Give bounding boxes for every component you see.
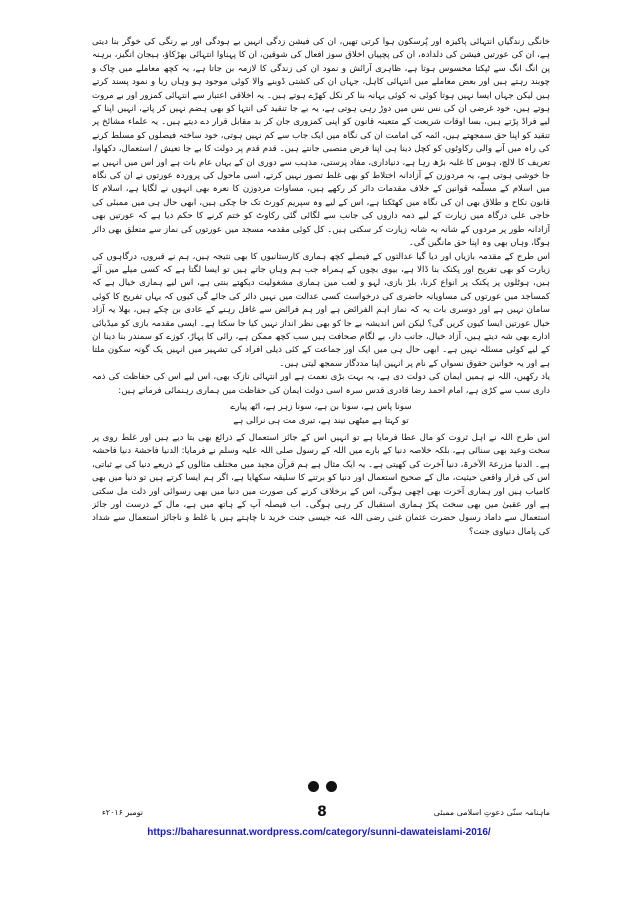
section-end-marker <box>305 781 339 795</box>
page-number: 8 <box>317 804 327 820</box>
article-paragraph: اس طرح کے مقدمہ بازیاں اور دیا گیا عدالتوں کے فیصلے کچھ ہماری کارستانیوں کا بھی نتیجہ ہیں، ہم نے قبروں، درگاہوں کی زیارت کو بھی تفریح اور پکنک بنا ڈالا ہے، بیوی بچوں کے ہمراہ جب ہم وہاں جاتے ہیں تو ایسا لگتا ہے کہ کسی میلے میں آئے ہیں، ہوٹلوں پر پکنک پر انواع کرنا، بلڑ بازی، لہو و لعب میں ہماری مشغولیت دیکھتے بنتی ہے، اس لیے ہماری خیال ہے کہ کمساجد میں عورتوں کی مساویانہ حاضری کی درخواست کسی عدالت میں نہیں دائر کی جائے گی کیوں کہ یہاں تفریح کا کوئی سامان نہیں ہے اور دوسری بات یہ کہ نماز اہم الفرائض ہے اور ہم فرائض سے غافل رہنے کے عادی بن چکے ہیں، بھلا یہ آزاد خیال عورتیں ایسا کیوں کریں گی؟ لیکن اس اندیشہ بے جا کو بھی نظر انداز نہیں کیا جا سکتا ہے۔ ایسی مقدمہ بازی کو میڈیائی ادارے بھی شہ دیتے ہیں، آزاد خیال، جانب دار، بے لگام صحافت ہیں سب کچھ ممکن ہے، رائی کا پہاڑ، کوزے کو سمندر بنا دینا ان کے لیے کوئی مسئلہ نہیں ہے۔ ابھی حال ہی میں ایک اور جماعت کے کئی ذیلی افراد کی تشہیر میں انہیں یک گونہ سکون ملتا ہے اور یہ خواتین حقوق نسواں کے نام پر انہیں اپنا مددگار سمجھ لیتی ہیں۔ <box>92 251 550 369</box>
verse-line: تو کہتا ہے میٹھی نیند ہے، تیری مت ہی نرالی ہے <box>233 415 409 426</box>
dot-icon <box>308 781 319 792</box>
closing-paragraph: اس طرح اللہ نے اہل ثروت کو مال عطا فرمایا ہے تو انہیں اس کے جائز استعمال کے ذرائع بھی بتا دیے ہیں اور غلط روی پر سخت وعید بھی سنائی ہے، بلکہ خلاصہ دنیا کے بارے میں اللہ کے رسول صلی اللہ علیہ وسلم نے فرمایا: الدنیا فاحشۃ دنیا فاحشہ ہے۔ الدنیا مزرعۃ الآخرۃ، دنیا آخرت کی کھیتی ہے۔ یہ ایک مثال ہے ہم قرآن مجید میں مختلف مثالوں کے ذریعے دنیا کی بے ثباتی، اس کی قرار واقعی حیثیت، مال کے صحیح استعمال اور دنیا کو برتنے کا سلیقہ سکھایا ہے، اگر ہم ایسا کرتے ہیں تو دنیا میں بھی کامیاب ہیں اور ہماری آخرت بھی اچھی ہوگی، اس کے برخلاف کرنے کی صورت میں دنیا میں بھی رسوائی اور ذلت مل سکتی ہے اور عقبیٰ میں بھی سخت پکڑ ہماری استقبال کر رہی ہوگی۔ اب فیصلہ آپ کے ہاتھ میں ہے، مال کے درست اور جائز استعمال سے داماد رسول حضرت عثمان غنی رضی اللہ عنہ جیسی جنت خرید نا چاہتے ہیں یا غلط و ناجائز استعمال سے شداد کی پامال دنیاوی جنت؟ <box>92 432 550 537</box>
poetry-couplet <box>92 400 550 428</box>
page-footer <box>94 804 550 820</box>
verse-line: سونا پاس ہے، سونا بن ہے، سونا زہر ہے، اٹھ پیارے <box>230 401 412 412</box>
article-body <box>92 36 550 776</box>
article-paragraph: خانگی زندگیاں انتہائی پاکیزہ اور پُرسکون ہوا کرتی تھیں، ان کی فیشن زدگی انہیں بے ہودگی اور بے رنگی کی خوگر بنا دیتی ہے، ان کی عورتیں فیشن کی دلدادہ، ان کی پچپیاں اخلاق سوز افعال کی شوقین، ان کا پہناوا انتہائی بھڑکاؤ، ہیجان انگیز، برہنہ پن انگ انگ سے ٹپکتا محسوس ہوتا ہے، ظاہری آرائش و نمود ان کی زندگی کا لازمہ بن جاتا ہے، یہ کچھ معاملے میں چاک و چوبند رہتے ہیں اور بعض معاملے میں انتہائی کاہل، جہاں ان کی کشتی ڈوبنے والا کوئی موجود ہو وہاں ریا و نمود پسند کرتے ہیں لیکن جہاں ایسا نہیں ہوتا کوئی نہ کوئی بہانہ بنا کر نکل کھڑے ہوتے ہیں۔ یہ اخلاقی اعتبار سے انتہائی کمزور اور بے مروت ہوتے ہیں، خود غرضی ان کی نس نس میں دوڑ رہی ہوتی ہے، یہ بے جا تنقید کی انتہا کو بھی ہضم نہیں کر پاتے، انہیں اپنا کے لیے فراڈ پڑتے ہیں، بسا اوقات شریعت کے متعینہ قانون کو اپنی کمزوری جان کر بد مقابل قرار دے دیتے ہیں۔ یہ علماء مشائخ پر تنقید کو اپنا حق سمجھتے ہیں، ائمہ کی امامت ان کی نگاہ میں ایک جاب سے کم نہیں ہوتی، خود ساختہ فیصلوں کو مسلط کرنے کی راہ میں آنے والی رکاوٹوں کو کچل دینا ہی اپنا فرض منصبی جانتے ہیں۔ قدم قدم پر دولت کا بے جا تعیش / استعمال، دکھاوا، تعریف کا لالچ، ہوس کا غلبہ بڑھ رہا ہے، دنیاداری، مفاد پرستی، مذہب سے دوری ان کے یہاں عام بات ہے اور اس میں انہیں بے جا خوشی ہوتی ہے، یہ مردوزن کے آزادانہ اختلاط کو بھی غلط تصور نہیں کرتے، اسی ماحول کی پروردہ عورتوں نے ان کی نگاہ میں اسلام کے مسلّمہ قوانین کے خلاف مقدمات دائر کر رکھے ہیں، مساوات مردوزن کا نعرہ بھی انہوں نے لگایا ہے، اسلام کا قانون نکاح و طلاق بھی ان کی نگاہ میں کھٹکتا ہے، اس کے لیے وہ سپریم کورٹ تک جا چکی ہیں، ابھی حال ہی میں ممبئی کی حاجی علی درگاہ میں زیارت کے لیے ذمہ داروں کی جانب سے لگائی گئی رکاوٹ کو ختم کرنے کا حکم دیا ہے کہ عورتیں بھی آزادانہ طور پر مردوں کے شانہ بہ شانہ زیارت کر سکتی ہیں۔ کل کوئی مقدمہ مسجد میں عورتوں کی نماز سے متعلق بھی دائر ہوگا، وہاں بھی وہ اپنا حق مانگیں گی۔ <box>92 37 550 249</box>
issue-date: نومبر ۲۰۱۶ء <box>102 808 143 817</box>
dot-icon <box>326 781 337 792</box>
source-link[interactable]: https://baharesunnat.wordpress.com/category/sunni-dawateislami-2016/ <box>147 827 491 838</box>
magazine-name: ماہنامہ سنّی دعوتِ اسلامی ممبئی <box>433 808 550 817</box>
article-paragraph: یاد رکھیں، اللہ نے ہمیں ایمان کی دولت دی ہے، یہ بہت بڑی نعمت ہے اور انتہائی نازک بھی، اس لیے اس کی حفاظت کی ذمہ داری سب سے کڑی ہے، امام احمد رضا قادری قدس سرہ اسی دولت ایمان کی حفاظت میں ہماری رہنمائی فرماتے ہیں: <box>92 372 550 396</box>
